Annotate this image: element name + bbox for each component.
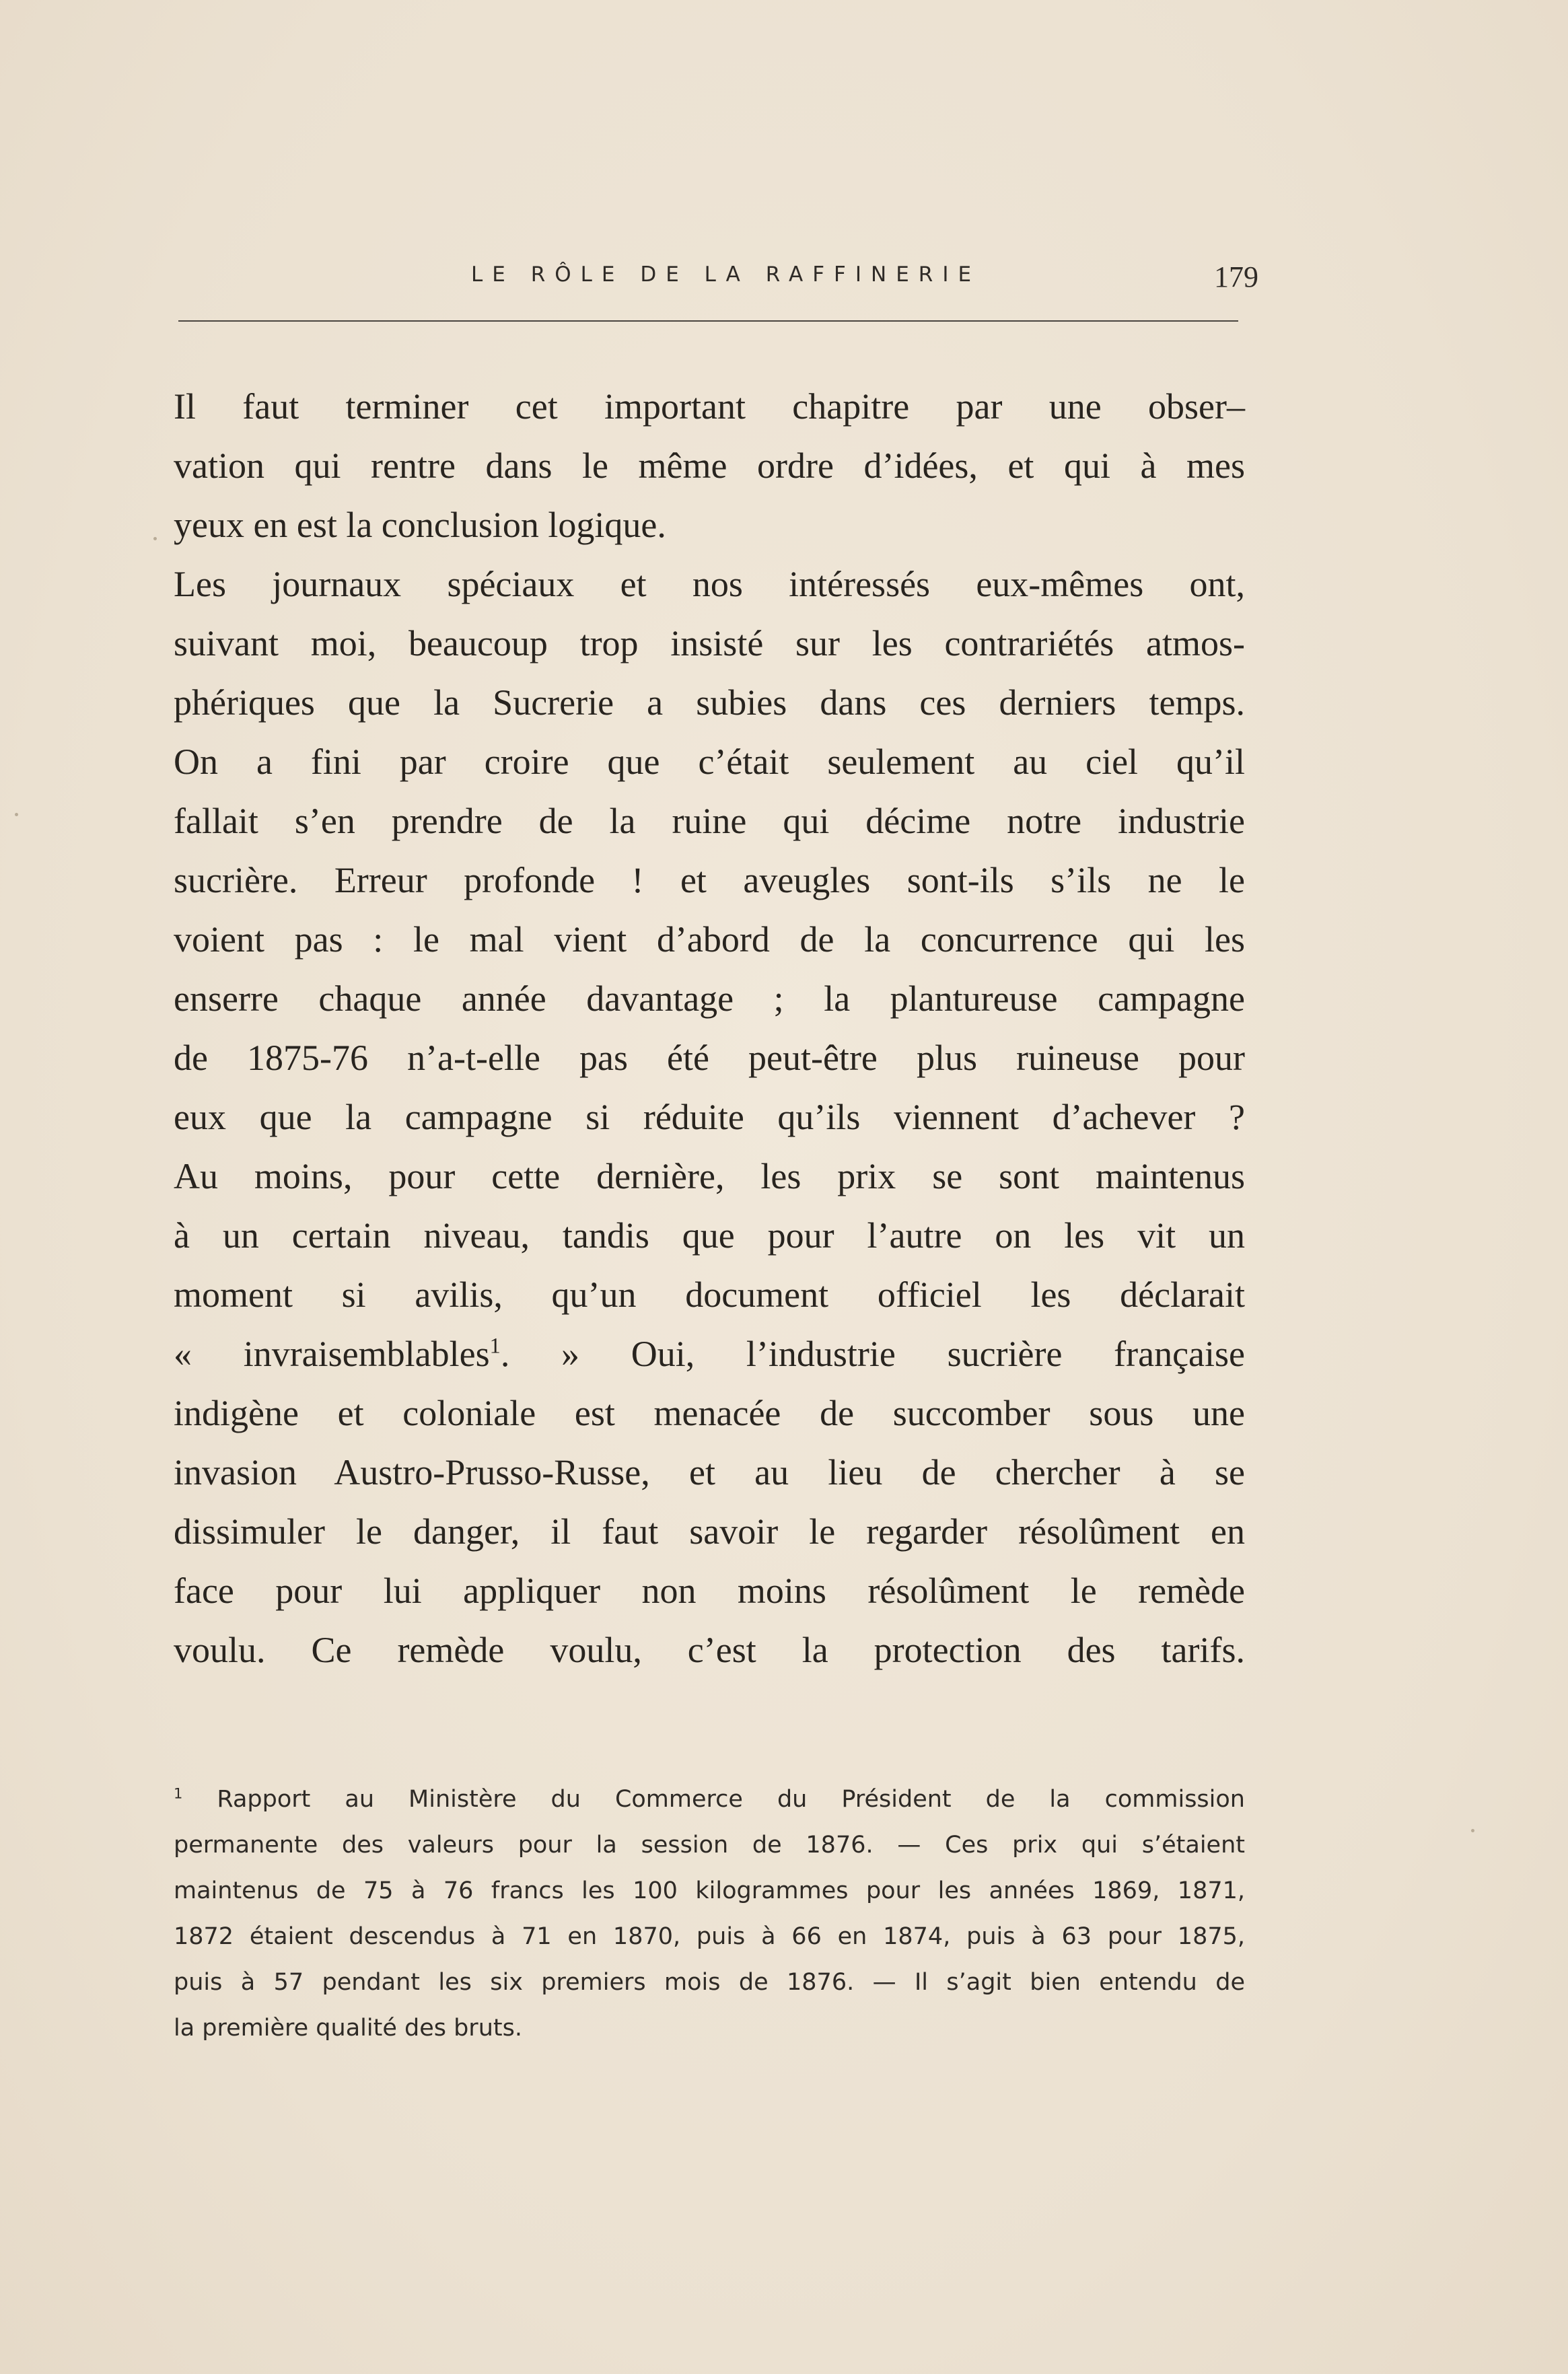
text-fragment: . » Oui, l’industrie sucrière française — [500, 1334, 1246, 1374]
text-fragment: « invraisemblables — [174, 1334, 490, 1374]
running-title: LE RÔLE DE LA RAFFINERIE — [471, 262, 981, 287]
text-line: face pour lui appliquer non moins résolûment le remède — [174, 1571, 1245, 1611]
main-text — [174, 377, 1245, 1680]
page-number: 179 — [1214, 260, 1258, 293]
text-line: phériques que la Sucrerie a subies dans ces derniers temps. — [174, 682, 1245, 723]
footnote-line: maintenus de 75 à 76 francs les 100 kilogrammes pour les années 1869, 1871, — [174, 1877, 1245, 1904]
text-line: voient pas : le mal vient d’abord de la concurrence qui les — [174, 919, 1245, 960]
text-line: dissimuler le danger, il faut savoir le regarder résolûment en — [174, 1511, 1245, 1552]
page-header — [471, 262, 1258, 296]
text-line: fallait s’en prendre de la ruine qui décime notre industrie — [174, 801, 1245, 841]
paper-speck — [15, 813, 18, 816]
footnote-line: puis à 57 pendant les six premiers mois de 1876. — Il s’agit bien entendu de — [174, 1969, 1245, 1996]
text-line: sucrière. Erreur profonde ! et aveugles sont-ils s’ils ne le — [174, 860, 1245, 900]
footnote-line: 1872 étaient descendus à 71 en 1870, puis à 66 en 1874, puis à 63 pour 1875, — [174, 1923, 1245, 1950]
footnote-text: Rapport au Ministère du Commerce du Président de la commission — [217, 1786, 1245, 1813]
footnote-line: permanente des valeurs pour la session de 1876. — Ces prix qui s’étaient — [174, 1832, 1245, 1859]
text-line: vation qui rentre dans le même ordre d’idées, et qui à mes — [174, 445, 1245, 486]
text-line: Il faut terminer cet important chapitre par une obser– — [174, 386, 1245, 427]
footnote — [174, 1776, 1245, 2051]
footnote-line: la première qualité des bruts. — [174, 2015, 522, 2042]
text-line: enserre chaque année davantage ; la plantureuse campagne — [174, 978, 1245, 1019]
text-line: voulu. Ce remède voulu, c’est la protection des tarifs. — [174, 1630, 1245, 1670]
text-line: Les journaux spéciaux et nos intéressés eux-mêmes ont, — [174, 564, 1245, 604]
text-line: invasion Austro-Prusso-Russe, et au lieu de chercher à se — [174, 1452, 1245, 1492]
text-line-with-footnote-ref — [174, 1324, 1245, 1383]
text-line: à un certain niveau, tandis que pour l’autre on les vit un — [174, 1215, 1245, 1256]
text-line: indigène et coloniale est menacée de succomber sous une — [174, 1393, 1245, 1433]
paper-speck — [1471, 1829, 1474, 1832]
footnote-line — [174, 1776, 1245, 1822]
text-line: yeux en est la conclusion logique. — [174, 505, 666, 545]
text-line: Au moins, pour cette dernière, les prix se sont maintenus — [174, 1156, 1245, 1196]
paper-speck — [153, 537, 157, 540]
text-line: de 1875-76 n’a-t-elle pas été peut-être plus ruineuse pour — [174, 1038, 1245, 1078]
text-line: suivant moi, beaucoup trop insisté sur les contrariétés atmos- — [174, 623, 1245, 663]
text-line: On a fini par croire que c’était seulement au ciel qu’il — [174, 742, 1245, 782]
footnote-reference: 1 — [489, 1334, 501, 1359]
header-rule — [178, 320, 1238, 322]
text-line: eux que la campagne si réduite qu’ils viennent d’achever ? — [174, 1097, 1245, 1137]
footnote-marker: 1 — [174, 1785, 183, 1802]
text-line: moment si avilis, qu’un document officiel les déclarait — [174, 1274, 1245, 1315]
